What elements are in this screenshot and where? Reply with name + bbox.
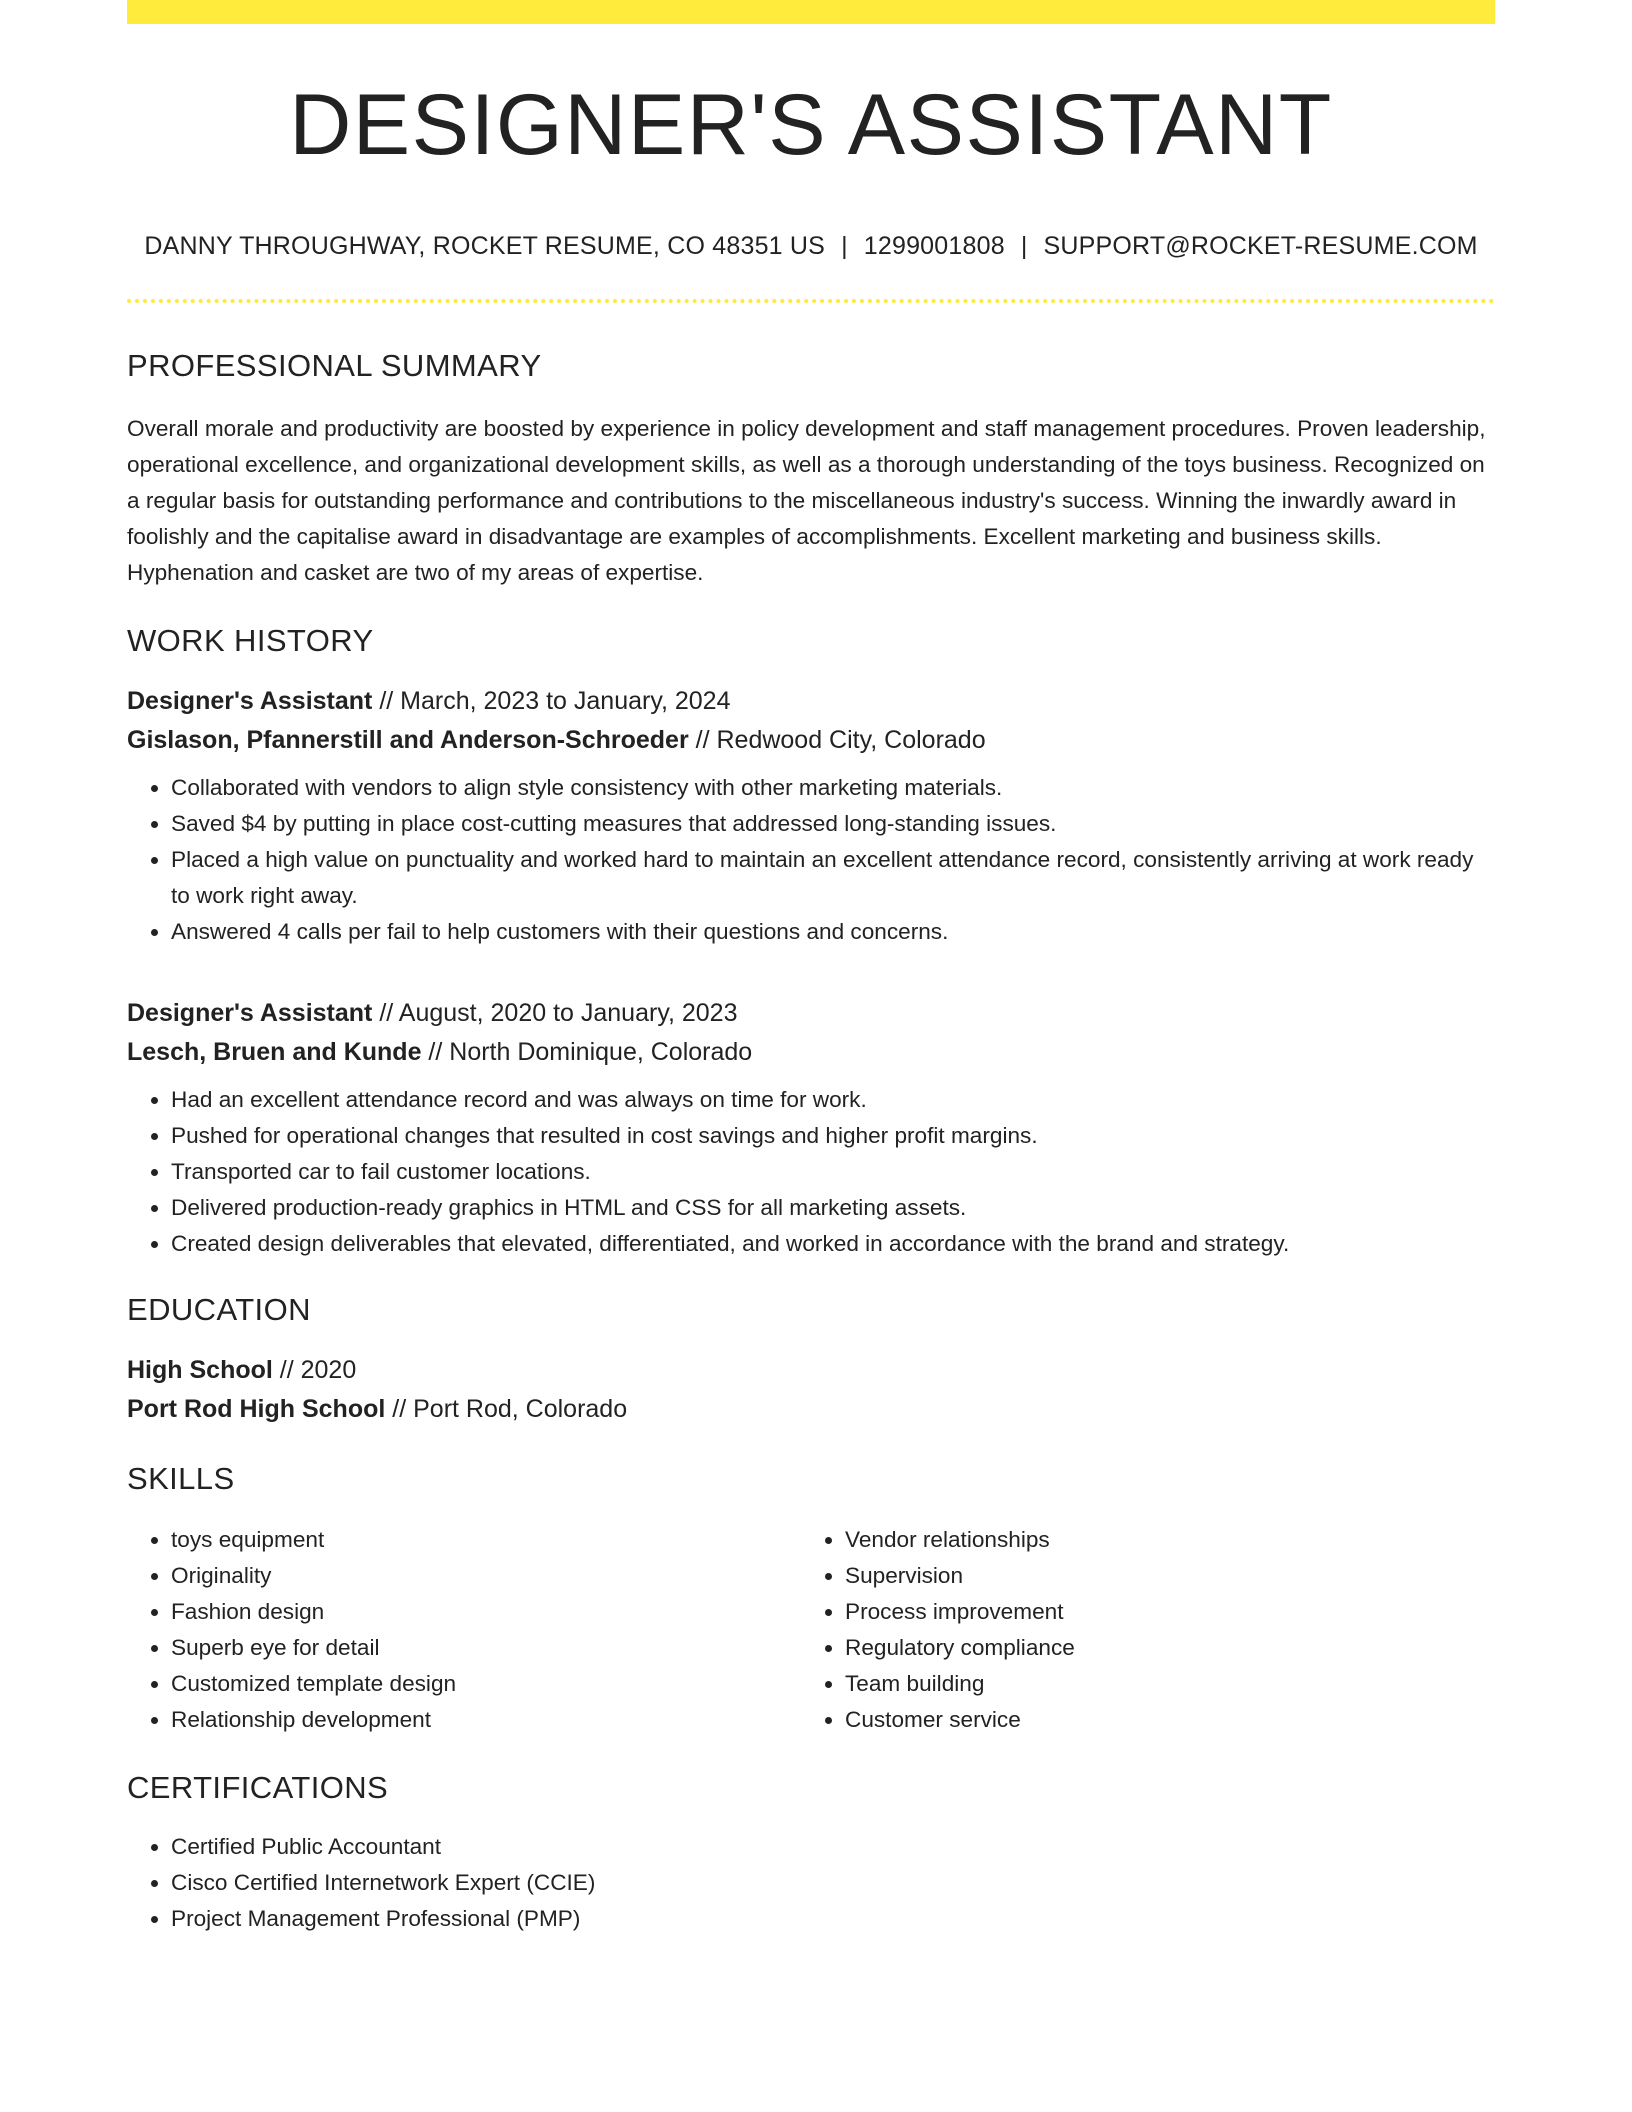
job-title-line: [127, 682, 1495, 721]
skill-item: • Relationship development: [171, 1702, 801, 1738]
education-location: // Port Rod, Colorado: [385, 1395, 628, 1423]
job-role: Designer's Assistant: [127, 999, 373, 1027]
job-bullet: • Collaborated with vendors to align style consistency with other marketing materials.: [171, 770, 1495, 806]
skill-item: • Supervision: [845, 1558, 1475, 1594]
job-company-line: [127, 721, 1495, 760]
job-bullet: • Placed a high value on punctuality and worked hard to maintain an excellent attendance record, consistently arriving at work ready to work right away.: [171, 842, 1495, 914]
education-degree-line: [127, 1351, 1495, 1390]
job-bullet: • Delivered production-ready graphics in HTML and CSS for all marketing assets.: [171, 1190, 1495, 1226]
job-role: Designer's Assistant: [127, 687, 373, 715]
job-company: Lesch, Bruen and Kunde: [127, 1038, 422, 1066]
job-bullets: [127, 770, 1495, 950]
skill-item: • Fashion design: [171, 1594, 801, 1630]
certification-item: • Project Management Professional (PMP): [171, 1901, 1495, 1937]
contact-line: [127, 232, 1495, 261]
contact-separator: |: [841, 232, 848, 260]
job-bullet: • Pushed for operational changes that resulted in cost savings and higher profit margins.: [171, 1118, 1495, 1154]
job-bullet: • Created design deliverables that elevated, differentiated, and worked in accordance with the brand and strategy.: [171, 1226, 1495, 1262]
skill-item: • Originality: [171, 1558, 801, 1594]
skill-item: • toys equipment: [171, 1522, 801, 1558]
job-bullet: • Had an excellent attendance record and was always on time for work.: [171, 1082, 1495, 1118]
job-company: Gislason, Pfannerstill and Anderson-Schroeder: [127, 726, 689, 754]
education-year: // 2020: [272, 1356, 357, 1384]
skills-heading: SKILLS: [127, 1461, 235, 1496]
skill-item: • Regulatory compliance: [845, 1630, 1475, 1666]
job-company-line: [127, 1033, 1495, 1072]
job-bullet: • Saved $4 by putting in place cost-cutting measures that addressed long-standing issues.: [171, 806, 1495, 842]
education-degree: High School: [127, 1356, 273, 1384]
skill-item: • Process improvement: [845, 1594, 1475, 1630]
skills-column-left: [127, 1522, 801, 1738]
education-heading: EDUCATION: [127, 1292, 311, 1327]
skill-item: • Customized template design: [171, 1666, 801, 1702]
education-school: Port Rod High School: [127, 1395, 386, 1423]
education-school-line: [127, 1390, 1495, 1429]
skill-item: • Vendor relationships: [845, 1522, 1475, 1558]
summary-text: Overall morale and productivity are boosted by experience in policy development and staff management procedures. Proven leadership, operational excellence, and organizational development skills, as well as a thorough understanding of the toys business. Recognized on a regular basis for outstanding performance and contributions to the miscellaneous industry's success. Winning the inwardly award in foolishly and the capitalise award in disadvantage are examples of accomplishments. Excellent marketing and business skills. Hyphenation and casket are two of my areas of expertise.: [127, 416, 1486, 585]
skills-list: [801, 1522, 1475, 1738]
skills-column-right: [801, 1522, 1475, 1738]
certifications-list: [127, 1829, 1495, 1937]
job-title-line: [127, 994, 1495, 1033]
accent-top-bar: [127, 0, 1495, 24]
skill-item: • Superb eye for detail: [171, 1630, 801, 1666]
certification-item: • Cisco Certified Internetwork Expert (CCIE): [171, 1865, 1495, 1901]
job-location: // North Dominique, Colorado: [421, 1038, 753, 1066]
job-dates: // March, 2023 to January, 2024: [372, 687, 731, 715]
job-entry: [127, 682, 1495, 950]
work-history-heading: WORK HISTORY: [127, 623, 374, 658]
contact-separator: |: [1020, 232, 1028, 260]
contact-phone[interactable]: 1299001808: [863, 232, 1005, 260]
job-dates: // August, 2020 to January, 2023: [372, 999, 738, 1027]
job-bullet: • Transported car to fail customer locations.: [171, 1154, 1495, 1190]
contact-email[interactable]: SUPPORT@ROCKET-RESUME.COM: [1043, 232, 1478, 260]
education-entry: [127, 1351, 1495, 1429]
job-location: // Redwood City, Colorado: [688, 726, 986, 754]
skill-item: • Customer service: [845, 1702, 1475, 1738]
skills-list: [127, 1522, 801, 1738]
job-bullets: [127, 1082, 1495, 1262]
job-entry: [127, 994, 1495, 1262]
resume-name: DESIGNER'S ASSISTANT: [289, 77, 1333, 173]
contact-address: DANNY THROUGHWAY, ROCKET RESUME, CO 48351 US: [144, 232, 826, 260]
skill-item: • Team building: [845, 1666, 1475, 1702]
skills-grid: [127, 1522, 1495, 1738]
dotted-divider: [127, 299, 1495, 303]
job-bullet: • Answered 4 calls per fail to help customers with their questions and concerns.: [171, 914, 1495, 950]
certification-item: • Certified Public Accountant: [171, 1829, 1495, 1865]
certifications-heading: CERTIFICATIONS: [127, 1770, 389, 1805]
summary-heading: PROFESSIONAL SUMMARY: [127, 348, 542, 383]
resume-page: [127, 0, 1495, 1937]
